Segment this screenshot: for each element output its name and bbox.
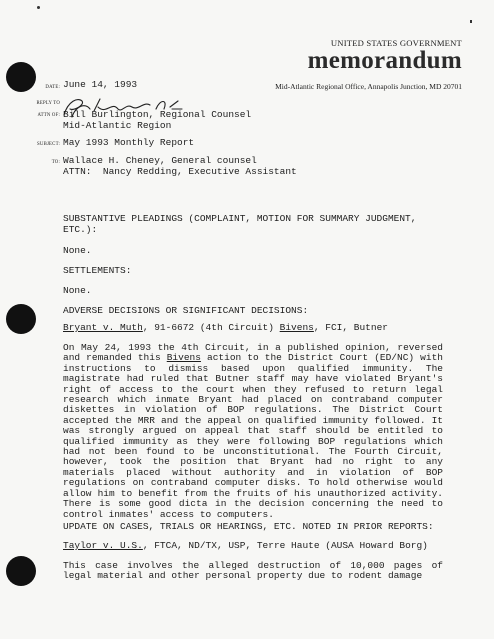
case-name-bryant: Bryant v. Muth — [63, 322, 143, 333]
bryant-case-summary — [63, 343, 443, 520]
case-institution-bryant: , FCI, Butner — [313, 322, 388, 333]
memorandum-title: memorandum — [307, 47, 462, 74]
pleadings-none: None. — [63, 245, 92, 256]
reply-to-label: REPLY TO — [36, 101, 60, 106]
case-docket-bryant: , 91-6672 (4th Circuit) — [142, 322, 280, 333]
bryant-summary-bivens: Bivens — [166, 352, 201, 364]
subject-label: SUBJECT: — [37, 142, 60, 147]
adverse-decisions-heading: ADVERSE DECISIONS OR SIGNIFICANT DECISIONS: — [63, 305, 309, 316]
scan-speck — [470, 20, 472, 23]
pleadings-heading-cont: ETC.): — [63, 224, 98, 235]
case-caption-bryant — [63, 323, 388, 334]
agency-heading: UNITED STATES GOVERNMENT — [330, 38, 462, 48]
to-recipient: Wallace H. Cheney, General counsel — [63, 155, 257, 166]
bivens-label: Bivens — [279, 322, 314, 333]
settlements-none: None. — [63, 285, 92, 296]
case-caption-taylor — [63, 541, 428, 552]
to-attention: ATTN: Nancy Redding, Executive Assistant — [63, 166, 297, 177]
subject-value: May 1993 Monthly Report — [63, 137, 195, 148]
from-region: Mid-Atlantic Region — [63, 120, 172, 131]
case-name-taylor: Taylor v. U.S. — [63, 540, 143, 551]
office-address: Mid-Atlantic Regional Office, Annapolis Junction, MD 20701 — [275, 82, 462, 91]
attn-of-label: ATTN OF: — [37, 113, 60, 118]
scan-speck — [37, 6, 40, 9]
pleadings-heading: SUBSTANTIVE PLEADINGS (COMPLAINT, MOTION FOR SUMMARY JUDGMENT, — [63, 213, 417, 224]
update-heading: UPDATE ON CASES, TRIALS OR HEARINGS, ETC. NOTED IN PRIOR REPORTS: — [63, 521, 434, 532]
to-label: TO: — [51, 160, 60, 165]
bryant-summary-part2: action to the District Court (ED/NC) with instructions to dismiss based upon qualified immunity. The magistrate had ruled that Butner staff may have violated Bryant's right of access to the court when they refused to return legal research which inmate Bryant had placed on contraband computer diskettes in violation of BOP regulations. The District Court accepted the MRR and the appeal on qualified immunity followed. It was strongly argued on appeal that staff should be entitled to qualified immunity as they were following BOP regulations which had not been found to be unconstitutional. The Fourth Circuit, however, took the position that Bryant had no right to any materials placed without authority and in violation of BOP regulations on contraband computer disks. To hold otherwise would allow him to benefit from the fruits of his unauthorized activity. There is some good dicta in the decision concerning the need to control inmates' access to computers. — [63, 352, 443, 520]
settlements-heading: SETTLEMENTS: — [63, 265, 132, 276]
bryant-summary-part1: On May 24, 1993 the 4th Circuit, in a published opinion, reversed and remanded this — [63, 342, 443, 364]
punch-hole-bottom — [6, 556, 36, 586]
punch-hole-middle — [6, 304, 36, 334]
taylor-case-summary: This case involves the alleged destruction of 10,000 pages of legal material and other personal property due to rodent damage — [63, 560, 443, 582]
case-details-taylor: , FTCA, ND/TX, USP, Terre Haute (AUSA Howard Borg) — [142, 540, 428, 551]
from-name: Bill Burlington, Regional Counsel — [63, 109, 252, 120]
date-value: June 14, 1993 — [63, 79, 138, 90]
date-label: DATE: — [45, 85, 60, 90]
